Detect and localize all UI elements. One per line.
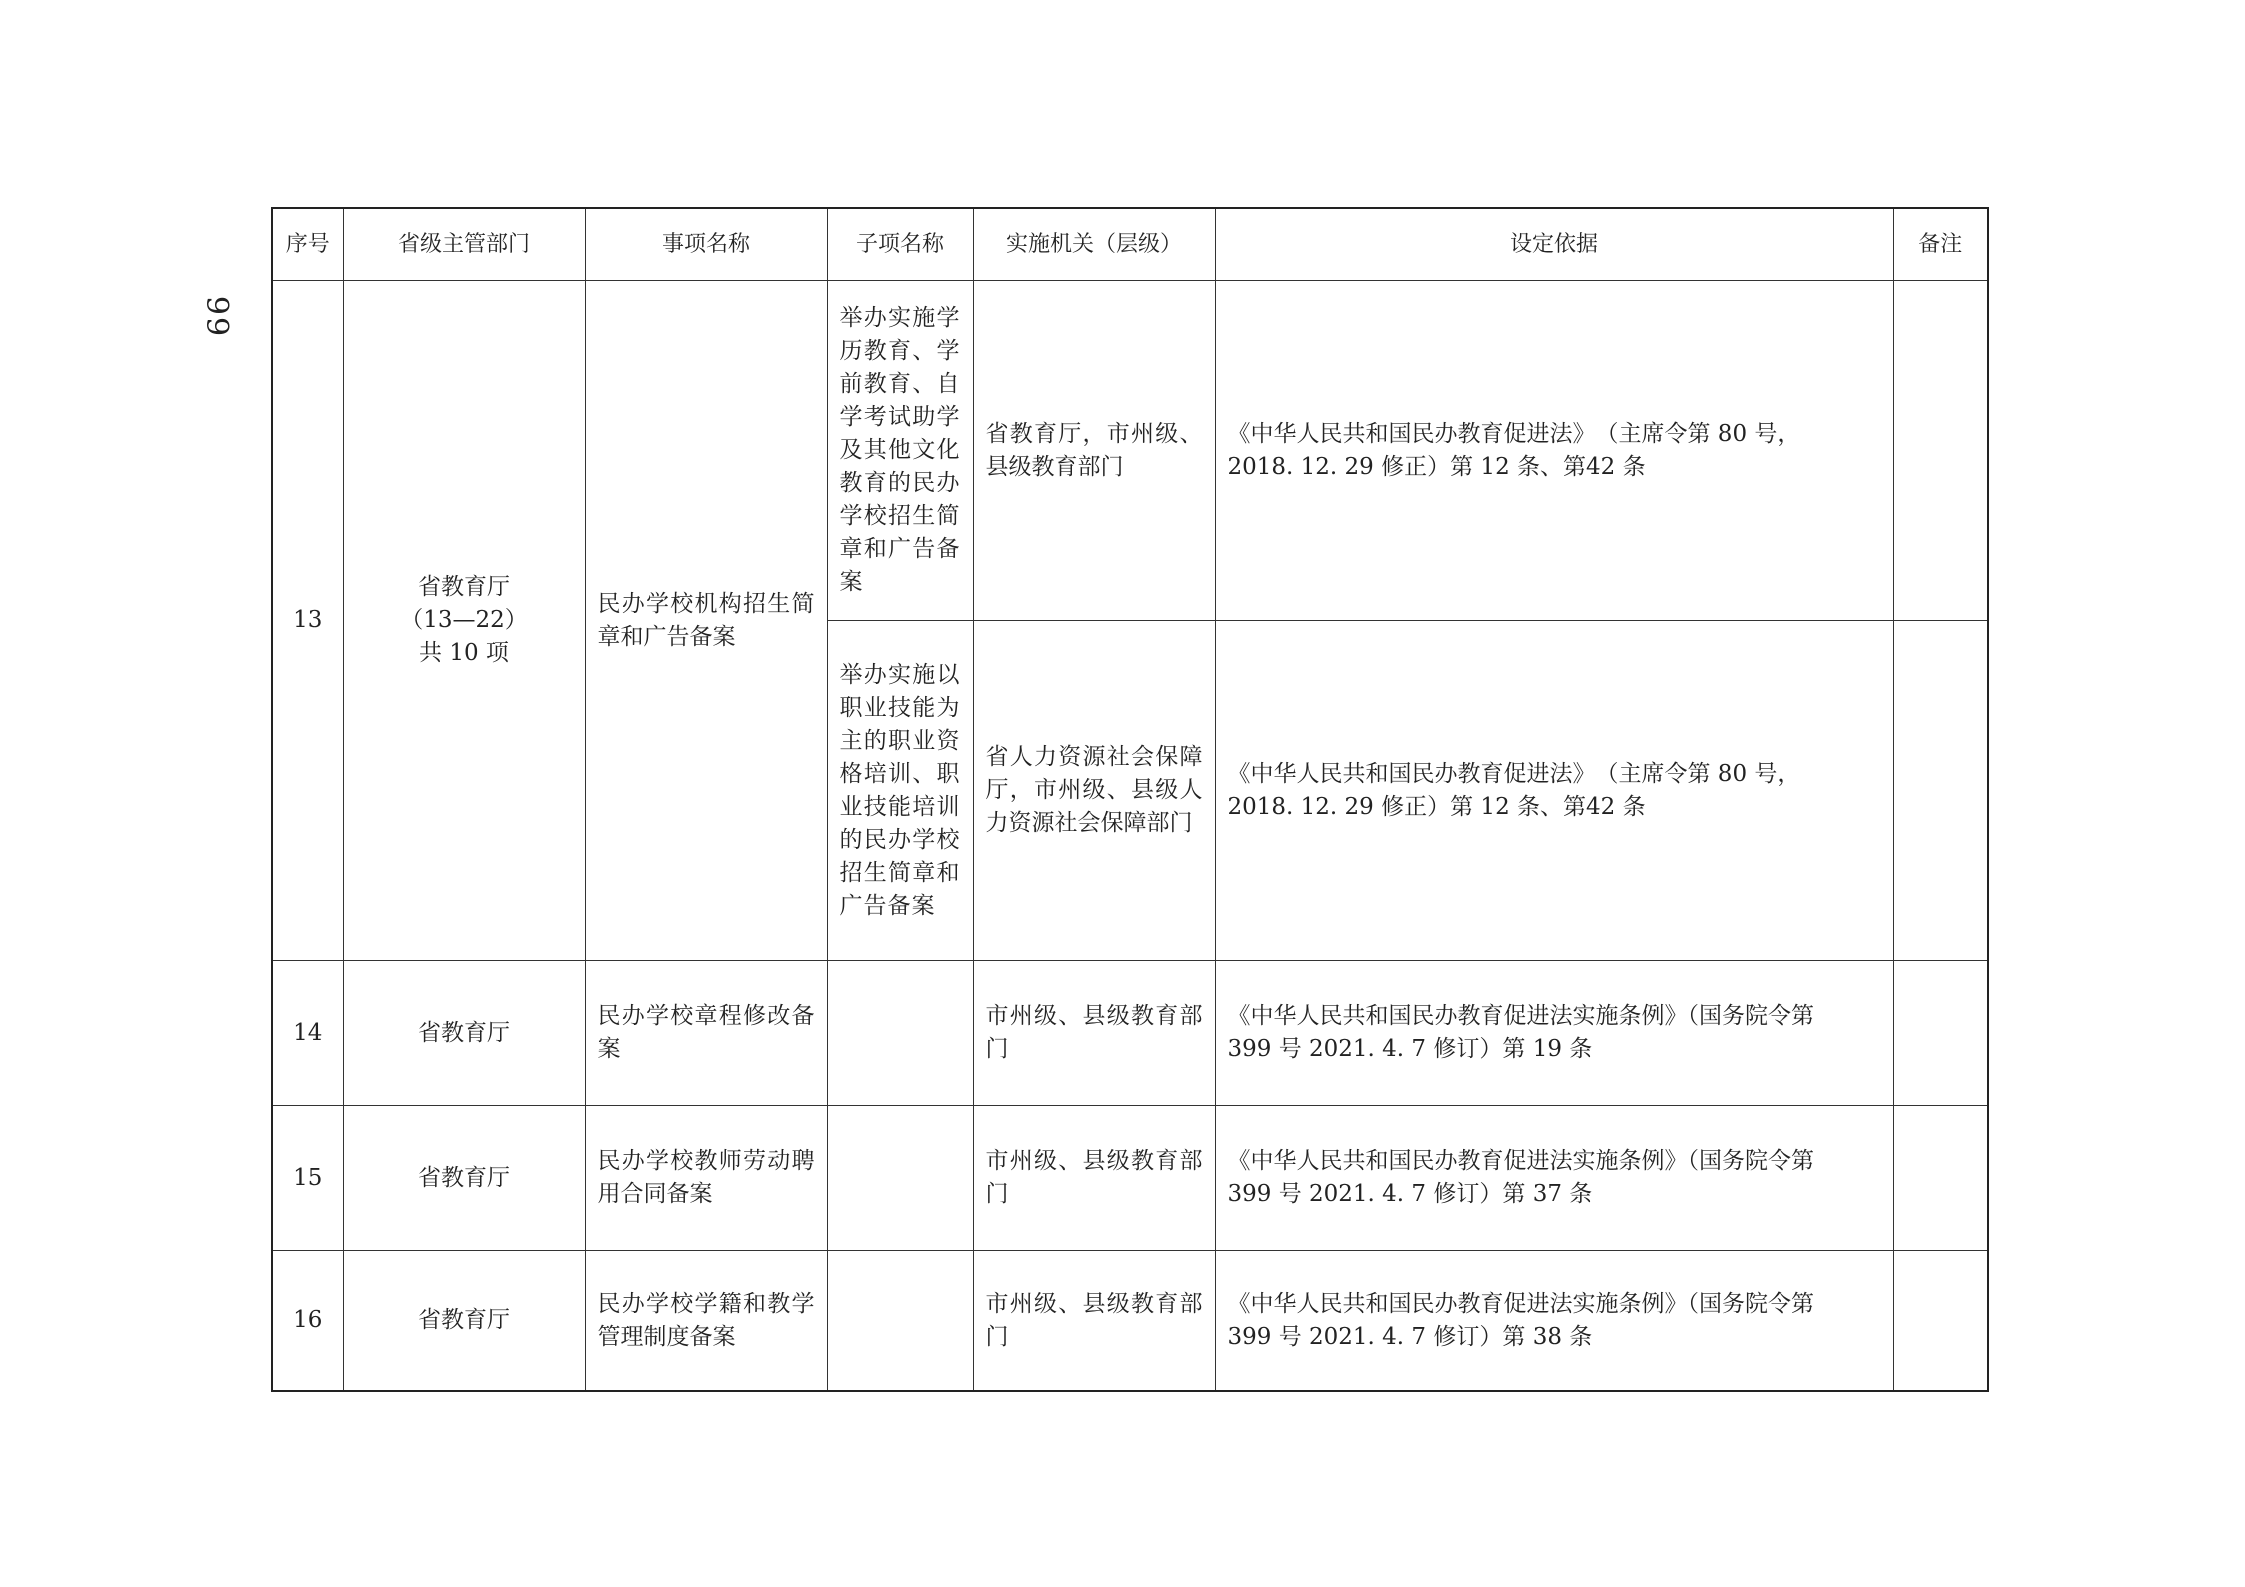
agency-cell xyxy=(973,1251,1215,1392)
subitem-cell xyxy=(827,961,973,1106)
agency-cell xyxy=(973,621,1215,961)
seq-cell: 13 xyxy=(272,281,343,961)
agency-text: 省人力资源社会保障厅，市州级、县级人力资源社会保障部门 xyxy=(985,744,1203,836)
dept-line: 省教育厅 xyxy=(418,574,510,600)
agency-text: 省教育厅，市州级、县级教育部门 xyxy=(985,420,1203,480)
header-basis: 设定依据 xyxy=(1215,208,1893,281)
dept-line: （13—22） xyxy=(400,607,528,633)
agency-text: 市州级、县级教育部门 xyxy=(985,1290,1203,1350)
item-text: 民办学校学籍和教学管理制度备案 xyxy=(597,1290,815,1350)
dept-cell: 省教育厅 xyxy=(343,1106,585,1251)
remark-cell xyxy=(1893,1251,1988,1392)
item-text: 民办学校教师劳动聘用合同备案 xyxy=(597,1148,815,1207)
remark-cell xyxy=(1893,1106,1988,1251)
header-seq: 序号 xyxy=(272,208,343,281)
remark-cell xyxy=(1893,281,1988,621)
subitem-cell xyxy=(827,281,973,621)
basis-line: 399 号 2021. 4. 7 修订）第 37 条 xyxy=(1227,1181,1593,1207)
basis-line: 399 号 2021. 4. 7 修订）第 19 条 xyxy=(1227,1036,1593,1062)
subitem-text: 举办实施学历教育、学前教育、自学考试助学及其他文化教育的民办学校招生简章和广告备案 xyxy=(839,305,961,595)
subitem-cell xyxy=(827,1106,973,1251)
basis-line: 《中华人民共和国民办教育促进法实施条例》（国务院令第 xyxy=(1227,1148,1814,1174)
item-cell xyxy=(585,961,827,1106)
basis-line: 2018. 12. 29 修正）第 12 条、第42 条 xyxy=(1227,793,1646,820)
item-cell xyxy=(585,1251,827,1392)
item-table xyxy=(271,207,1989,1392)
header-remark: 备注 xyxy=(1893,208,1988,281)
seq-cell: 16 xyxy=(272,1251,343,1392)
basis-line: 《中华人民共和国民办教育促进法》 （主席令第 80 号， xyxy=(1227,760,1801,787)
basis-cell xyxy=(1215,961,1893,1106)
basis-cell xyxy=(1215,621,1893,961)
page-number-text: 99 xyxy=(199,295,235,339)
subitem-text: 举办实施以职业技能为主的职业资格培训、职业技能培训的民办学校招生简章和广告备案 xyxy=(839,661,961,919)
item-cell xyxy=(585,1106,827,1251)
basis-cell xyxy=(1215,1106,1893,1251)
header-item: 事项名称 xyxy=(585,208,827,281)
item-text: 民办学校机构招生简章和广告备案 xyxy=(597,590,815,650)
header-subitem: 子项名称 xyxy=(827,208,973,281)
basis-line: 《中华人民共和国民办教育促进法实施条例》（国务院令第 xyxy=(1227,1290,1814,1317)
subitem-cell xyxy=(827,1251,973,1392)
agency-text: 市州级、县级教育部门 xyxy=(985,1148,1203,1207)
table-row xyxy=(272,1251,1988,1392)
dept-cell: 省教育厅 xyxy=(343,961,585,1106)
table-row xyxy=(272,1106,1988,1251)
basis-line: 2018. 12. 29 修正）第 12 条、第42 条 xyxy=(1227,453,1646,480)
item-cell xyxy=(585,281,827,961)
dept-cell: 省教育厅 xyxy=(343,1251,585,1392)
basis-line: 399 号 2021. 4. 7 修订）第 38 条 xyxy=(1227,1323,1593,1350)
header-dept: 省级主管部门 xyxy=(343,208,585,281)
page-number xyxy=(142,282,292,352)
dept-line: 共 10 项 xyxy=(419,640,509,666)
table-row xyxy=(272,281,1988,621)
remark-cell xyxy=(1893,621,1988,961)
agency-cell xyxy=(973,961,1215,1106)
basis-cell xyxy=(1215,1251,1893,1392)
dept-cell xyxy=(343,281,585,961)
table-row xyxy=(272,961,1988,1106)
agency-cell xyxy=(973,1106,1215,1251)
seq-cell: 15 xyxy=(272,1106,343,1251)
basis-line: 《中华人民共和国民办教育促进法实施条例》（国务院令第 xyxy=(1227,1003,1814,1029)
table-header-row xyxy=(272,208,1988,281)
seq-cell: 14 xyxy=(272,961,343,1106)
agency-cell xyxy=(973,281,1215,621)
remark-cell xyxy=(1893,961,1988,1106)
item-text: 民办学校章程修改备案 xyxy=(597,1003,815,1062)
agency-text: 市州级、县级教育部门 xyxy=(985,1003,1203,1062)
basis-line: 《中华人民共和国民办教育促进法》 （主席令第 80 号， xyxy=(1227,420,1801,447)
basis-cell xyxy=(1215,281,1893,621)
header-agency: 实施机关（层级） xyxy=(973,208,1215,281)
subitem-cell xyxy=(827,621,973,961)
